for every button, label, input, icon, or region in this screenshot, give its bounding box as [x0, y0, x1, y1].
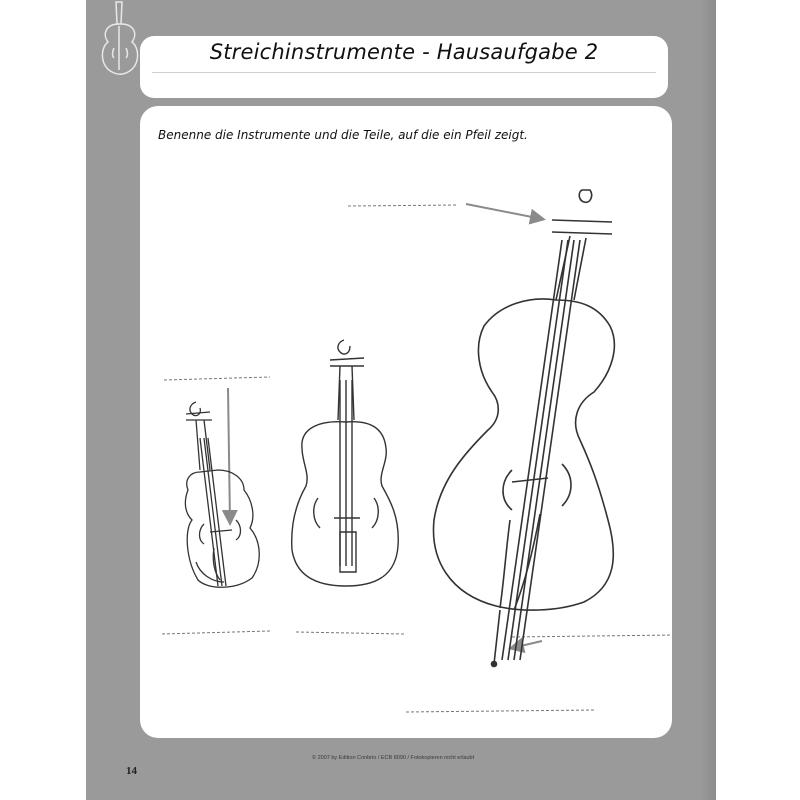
answer-line[interactable]: [512, 635, 672, 637]
answer-line[interactable]: [296, 632, 404, 634]
violin-icon: [185, 402, 259, 587]
cello-icon: [434, 190, 615, 667]
pointer-arrow: [228, 388, 230, 522]
copyright-notice: © 2007 by Edition Conbrio / ECB 8090 / Fotokopieren nicht erlaubt: [312, 755, 475, 761]
page-number: 14: [126, 765, 137, 777]
page-title: Streichinstrumente - Hausaufgabe 2: [209, 40, 599, 64]
answer-line[interactable]: [164, 377, 270, 380]
answer-line[interactable]: [406, 710, 594, 712]
answer-line[interactable]: [162, 631, 270, 634]
viola-icon: [292, 340, 399, 586]
answer-line[interactable]: [348, 205, 458, 206]
pointer-arrow: [466, 204, 542, 219]
instruction-text: Benenne die Instrumente und die Teile, auf die ein Pfeil zeigt.: [158, 128, 528, 142]
